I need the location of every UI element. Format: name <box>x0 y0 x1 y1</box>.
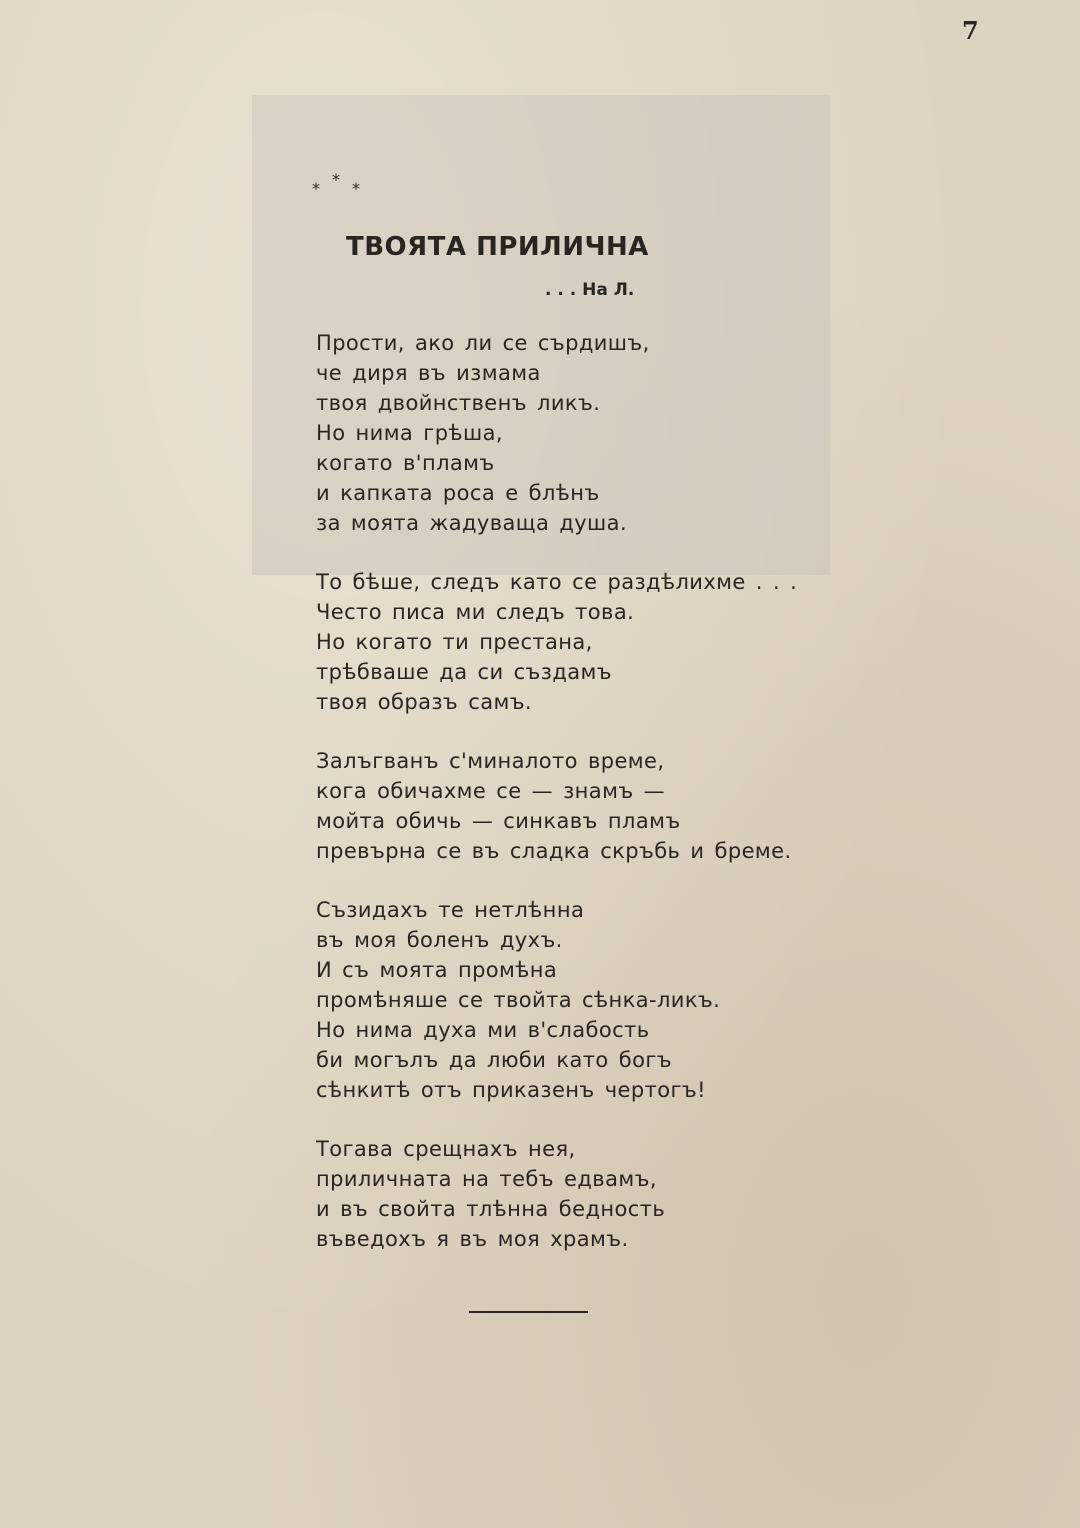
poem-line: Но нима духа ми в'слабость <box>316 1018 650 1042</box>
poem-line: приличната на тебъ едвамъ, <box>316 1167 657 1191</box>
poem-title: ТВОЯТА ПРИЛИЧНА <box>346 232 649 262</box>
poem-line: твоя образъ самъ. <box>316 690 533 714</box>
poem-line: би могълъ да люби като богъ <box>316 1048 672 1072</box>
poem-line: Съзидахъ те нетлѣнна <box>316 898 585 922</box>
poem-line: Но нима грѣша, <box>316 421 503 445</box>
poem-line: и въ свойта тлѣнна бедность <box>316 1197 666 1221</box>
page-number: 7 <box>962 16 979 45</box>
asterism-ornament <box>312 170 372 200</box>
poem-line: Често писа ми следъ това. <box>316 600 635 624</box>
poem-line: промѣняше се твойта сѣнка-ликъ. <box>316 988 721 1012</box>
poem-line: и капката роса е блѣнъ <box>316 481 600 505</box>
poem-line: трѣбваше да си създамъ <box>316 660 613 684</box>
poem-line: въ моя боленъ духъ. <box>316 928 563 952</box>
stanza <box>316 1134 1016 1254</box>
poem-line: Тогава срещнахъ нея, <box>316 1137 576 1161</box>
poem-line: че диря въ измама <box>316 361 541 385</box>
poem-line: мойта обичь — синкавъ пламъ <box>316 809 681 833</box>
poem-body <box>316 328 1016 1283</box>
stanza <box>316 746 1016 866</box>
poem-line: сѣнкитѣ отъ приказенъ чертогъ! <box>316 1078 706 1102</box>
poem-line: Но когато ти престана, <box>316 630 593 654</box>
stanza <box>316 895 1016 1105</box>
poem-line: То бѣше, следъ като се раздѣлихме . . . <box>316 570 798 594</box>
end-divider-rule <box>469 1311 588 1313</box>
poem-line: превърна се въ сладка скръбь и бреме. <box>316 839 792 863</box>
poem-line: за моята жадуваща душа. <box>316 511 628 535</box>
asterism-star-right: * <box>352 179 360 198</box>
poem-line: кога обичахме се — знамъ — <box>316 779 666 803</box>
poem-line: твоя двойнственъ ликъ. <box>316 391 601 415</box>
poem-line: Прости, ако ли се сърдишъ, <box>316 331 650 355</box>
asterism-star-left: * <box>312 179 320 198</box>
poem-line: Залъгванъ с'миналото време, <box>316 749 665 773</box>
poem-dedication: . . . На Л. <box>545 280 635 300</box>
stanza <box>316 328 1016 538</box>
stanza <box>316 567 1016 717</box>
asterism-star-top: * <box>332 170 340 189</box>
poem-line: И съ моята промѣна <box>316 958 558 982</box>
poem-line: когато в'пламъ <box>316 451 495 475</box>
poem-line: въведохъ я въ моя храмъ. <box>316 1227 629 1251</box>
